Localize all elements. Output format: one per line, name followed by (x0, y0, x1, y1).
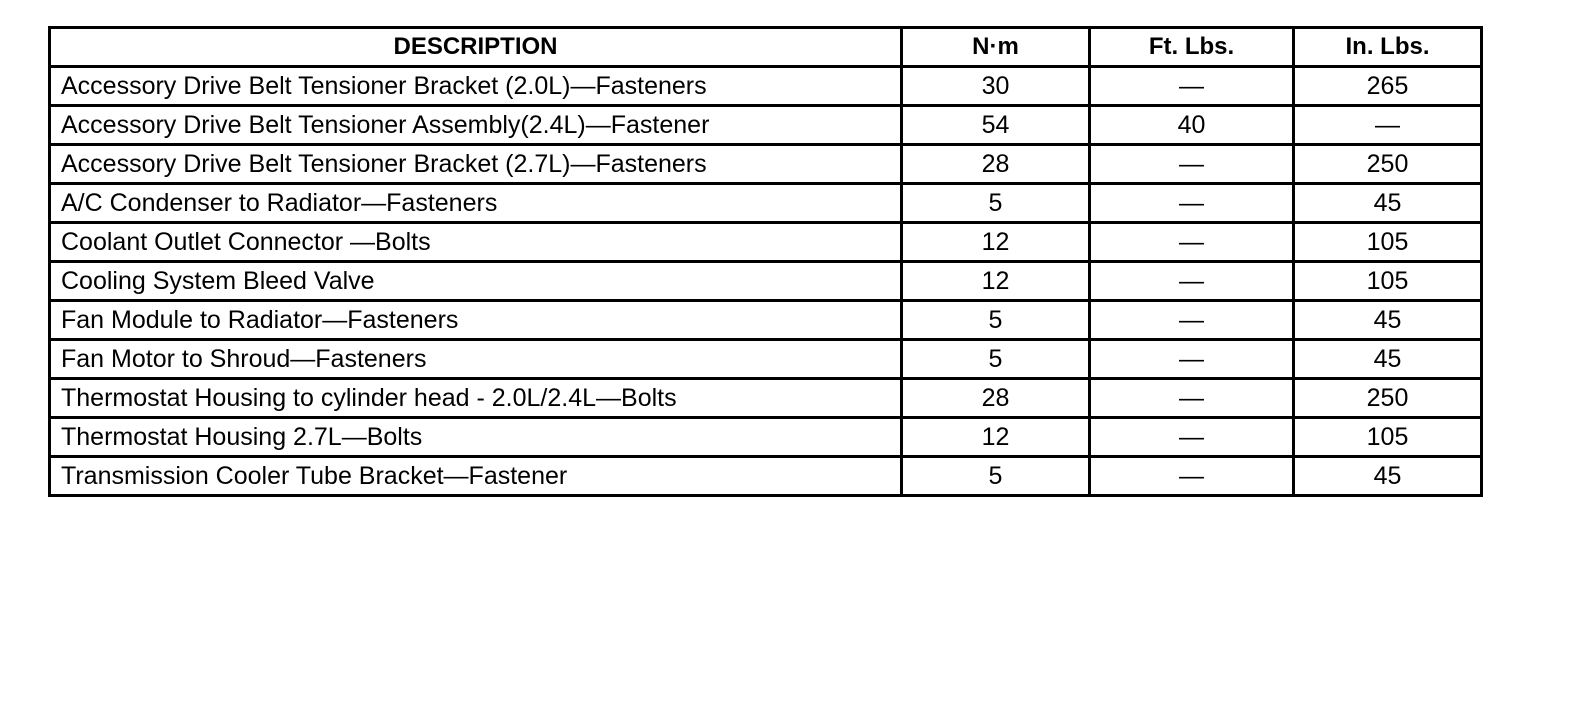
cell-ft-lbs: — (1090, 379, 1294, 418)
cell-description: Coolant Outlet Connector —Bolts (50, 223, 902, 262)
torque-specification-table (48, 26, 1483, 497)
cell-in-lbs: 45 (1294, 340, 1482, 379)
cell-in-lbs: 45 (1294, 457, 1482, 496)
cell-description: Fan Motor to Shroud—Fasteners (50, 340, 902, 379)
cell-ft-lbs: — (1090, 145, 1294, 184)
cell-nm: 12 (902, 262, 1090, 301)
table-row (50, 145, 1482, 184)
table-header-row (50, 28, 1482, 67)
table-row (50, 379, 1482, 418)
cell-nm: 54 (902, 106, 1090, 145)
cell-description: Accessory Drive Belt Tensioner Bracket (2.7L)—Fasteners (50, 145, 902, 184)
table-row (50, 67, 1482, 106)
cell-nm: 5 (902, 301, 1090, 340)
cell-nm: 28 (902, 145, 1090, 184)
table-row (50, 184, 1482, 223)
cell-nm: 12 (902, 223, 1090, 262)
cell-description: Fan Module to Radiator—Fasteners (50, 301, 902, 340)
cell-ft-lbs: — (1090, 418, 1294, 457)
cell-ft-lbs: — (1090, 301, 1294, 340)
cell-ft-lbs: 40 (1090, 106, 1294, 145)
cell-ft-lbs: — (1090, 340, 1294, 379)
cell-in-lbs: 105 (1294, 223, 1482, 262)
cell-ft-lbs: — (1090, 184, 1294, 223)
table-row (50, 457, 1482, 496)
cell-description: Transmission Cooler Tube Bracket—Fastener (50, 457, 902, 496)
cell-ft-lbs: — (1090, 262, 1294, 301)
header-foot-pounds: Ft. Lbs. (1090, 28, 1294, 67)
cell-nm: 5 (902, 184, 1090, 223)
cell-nm: 30 (902, 67, 1090, 106)
table-row (50, 301, 1482, 340)
cell-in-lbs: 265 (1294, 67, 1482, 106)
cell-description: Accessory Drive Belt Tensioner Bracket (2.0L)—Fasteners (50, 67, 902, 106)
table-row (50, 340, 1482, 379)
header-description: DESCRIPTION (50, 28, 902, 67)
cell-ft-lbs: — (1090, 223, 1294, 262)
cell-description: Thermostat Housing 2.7L—Bolts (50, 418, 902, 457)
cell-nm: 5 (902, 457, 1090, 496)
cell-ft-lbs: — (1090, 67, 1294, 106)
cell-nm: 5 (902, 340, 1090, 379)
cell-in-lbs: 105 (1294, 262, 1482, 301)
table-row (50, 262, 1482, 301)
cell-nm: 28 (902, 379, 1090, 418)
cell-ft-lbs: — (1090, 457, 1294, 496)
cell-in-lbs: 45 (1294, 184, 1482, 223)
table-row (50, 223, 1482, 262)
cell-in-lbs: 250 (1294, 145, 1482, 184)
cell-nm: 12 (902, 418, 1090, 457)
cell-description: Accessory Drive Belt Tensioner Assembly(2.4L)—Fastener (50, 106, 902, 145)
header-newton-meters: N·m (902, 28, 1090, 67)
cell-description: Thermostat Housing to cylinder head - 2.0L/2.4L—Bolts (50, 379, 902, 418)
cell-in-lbs: 105 (1294, 418, 1482, 457)
cell-description: A/C Condenser to Radiator—Fasteners (50, 184, 902, 223)
table-row (50, 106, 1482, 145)
cell-in-lbs: — (1294, 106, 1482, 145)
table-row (50, 418, 1482, 457)
cell-description: Cooling System Bleed Valve (50, 262, 902, 301)
cell-in-lbs: 250 (1294, 379, 1482, 418)
cell-in-lbs: 45 (1294, 301, 1482, 340)
header-inch-pounds: In. Lbs. (1294, 28, 1482, 67)
